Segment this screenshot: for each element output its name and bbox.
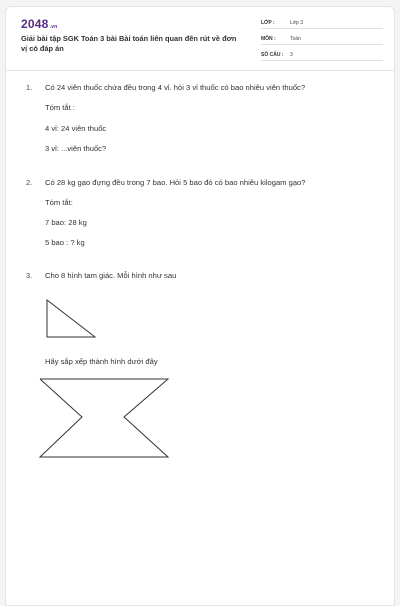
question-1-line-2: 4 vỉ: 24 viên thuốc — [45, 124, 107, 133]
question-1-text: Có 24 viên thuốc chứa đều trong 4 vỉ. hỏi 3 vỉ thuốc có bao nhiêu viên thuốc? — [45, 83, 306, 92]
page-title: Giải bài tập SGK Toán 3 bài Bài toán liên quan đến rút về đơn vị có đáp án — [21, 34, 237, 53]
question-1-line-1: Tóm tắt : — [45, 103, 75, 112]
logo-text: 2048 — [21, 17, 49, 31]
document-header — [6, 7, 394, 71]
logo-suffix: .vn — [49, 24, 58, 30]
question-2-line-2: 7 bao: 28 kg — [45, 218, 87, 227]
question-3-text: Cho 8 hình tam giác. Mỗi hình như sau — [45, 271, 177, 280]
meta-class-key: LỚP : — [261, 20, 275, 26]
meta-subject-value: Toán — [290, 36, 301, 42]
meta-count-key: SỐ CÂU : — [261, 52, 284, 58]
question-2-line-1: Tóm tắt: — [45, 198, 73, 207]
site-logo[interactable] — [21, 17, 57, 31]
question-3-followup: Hãy sắp xếp thành hình dưới đây — [45, 357, 158, 366]
question-2-line-3: 5 bao : ? kg — [45, 238, 85, 247]
single-triangle-figure — [41, 297, 101, 345]
question-1-line-3: 3 vỉ: ...viên thuốc? — [45, 144, 107, 153]
meta-class-value: Lớp 3 — [290, 20, 304, 26]
meta-subject-key: MÔN : — [261, 36, 276, 42]
meta-count-row — [261, 49, 383, 61]
hourglass-outline — [40, 379, 168, 457]
question-2-number: 2. — [26, 178, 33, 187]
meta-count-value: 3 — [290, 52, 293, 58]
triangle-shape — [47, 300, 95, 337]
question-1-number: 1. — [26, 83, 33, 92]
document-sheet — [5, 6, 395, 606]
meta-class-row — [261, 17, 383, 29]
question-2-text: Có 28 kg gạo đựng đều trong 7 bao. Hỏi 5 bao đó có bao nhiêu kilogam gạo? — [45, 178, 306, 187]
question-3-number: 3. — [26, 271, 33, 280]
hourglass-figure — [34, 377, 174, 461]
meta-subject-row — [261, 33, 383, 45]
